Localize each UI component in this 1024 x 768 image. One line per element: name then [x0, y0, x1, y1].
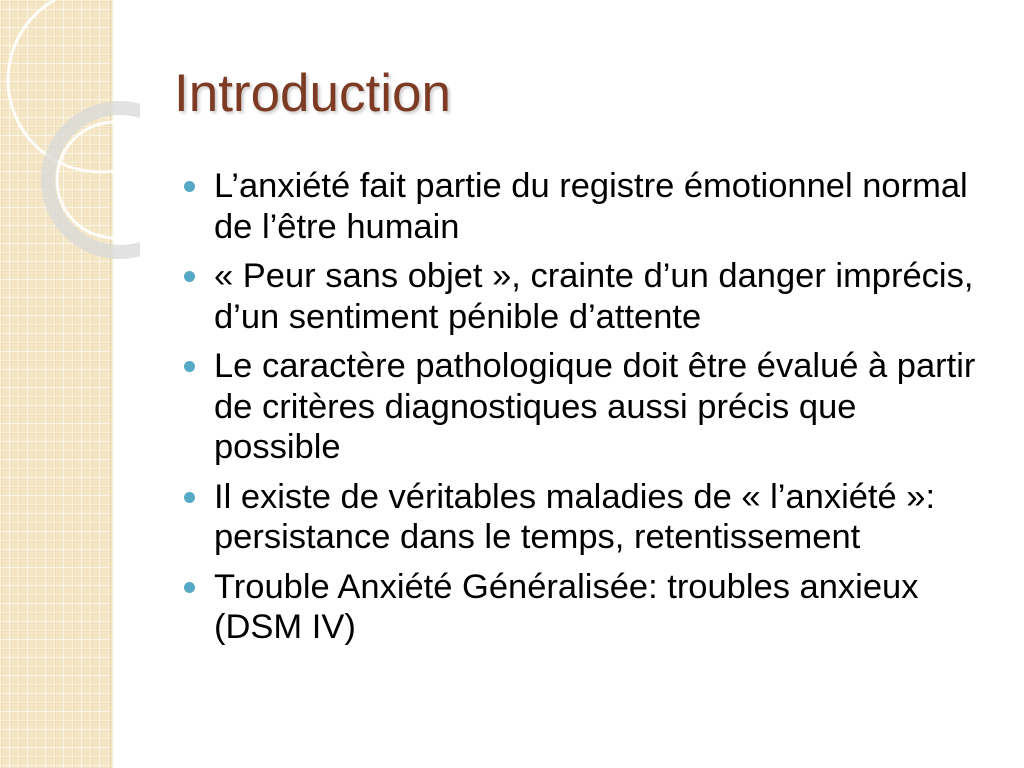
- bullet-item: [184, 166, 984, 247]
- bullet-text: « Peur sans objet », crainte d’un danger imprécis, d’un sentiment pénible d’attente: [214, 257, 974, 336]
- bullet-dot-icon: [184, 181, 195, 192]
- bullet-dot-icon: [184, 361, 195, 372]
- bullet-dot-icon: [184, 492, 195, 503]
- bullet-item: [184, 256, 984, 337]
- decorative-circle-inner: [57, 122, 140, 238]
- bullet-text: Il existe de véritables maladies de « l’anxiété »: persistance dans le temps, retentissement: [214, 477, 936, 556]
- bullet-list: [184, 166, 984, 657]
- bullet-item: [184, 567, 984, 648]
- bullet-dot-icon: [184, 271, 195, 282]
- slide-title: Introduction: [174, 64, 451, 123]
- bullet-item: [184, 477, 984, 558]
- bullet-item: [184, 346, 984, 468]
- bullet-text: L’anxiété fait partie du registre émotionnel normal de l’être humain: [214, 167, 968, 246]
- bullet-text: Le caractère pathologique doit être évalué à partir de critères diagnostiques aussi précis que possible: [214, 347, 976, 466]
- decorative-circle-top: [8, 0, 140, 172]
- decorative-circle-middle: [48, 108, 140, 252]
- bullet-text: Trouble Anxiété Généralisée: troubles anxieux (DSM IV): [214, 567, 919, 646]
- bullet-dot-icon: [184, 582, 195, 593]
- decorative-circles: [0, 0, 140, 260]
